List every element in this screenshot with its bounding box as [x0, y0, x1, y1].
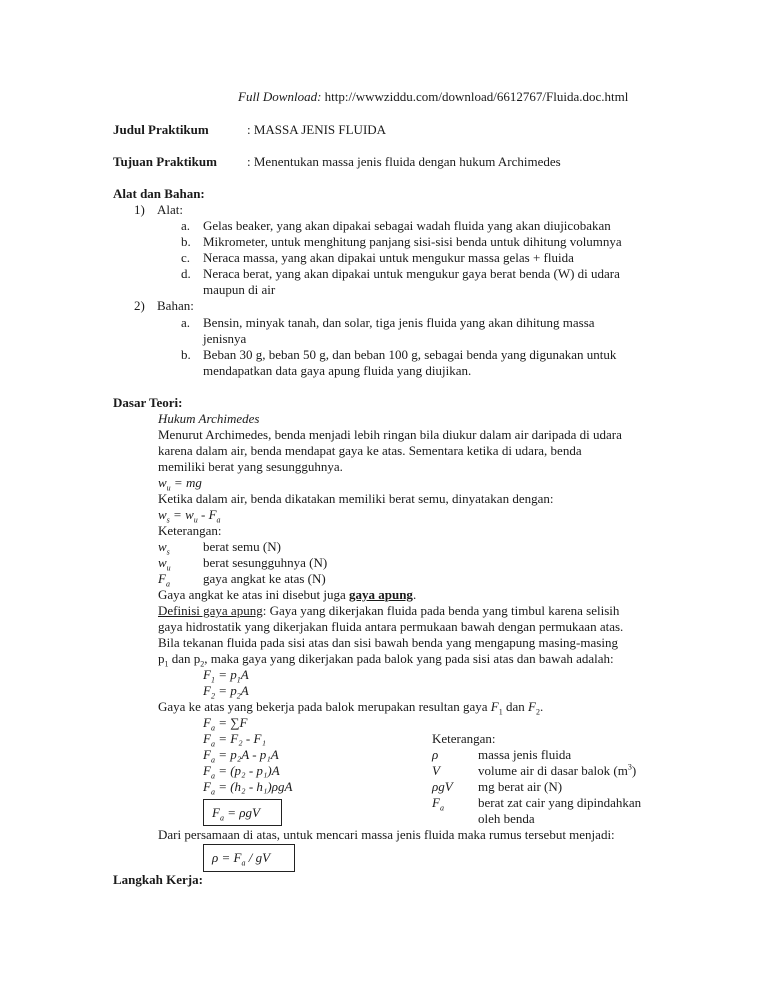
- alat-item-letter: b.: [181, 234, 191, 249]
- definisi-line: Definisi gaya apung: Gaya yang dikerjakan fluida pada benda yang timbul karena selisih: [158, 603, 620, 618]
- equation-fa: $F_a = F_2 - F_1$: [203, 731, 266, 749]
- boxed-equation-fa: $F_a = \rho gV$: [203, 799, 282, 826]
- ket2-desc: mg berat air (N): [478, 779, 563, 794]
- ket-desc: gaya angkat ke atas (N): [203, 571, 326, 586]
- judul-value: : MASSA JENIS FLUIDA: [247, 122, 387, 137]
- langkah-kerja-heading: Langkah Kerja:: [113, 872, 203, 887]
- ket2-symbol: V: [432, 763, 440, 778]
- bahan-item-letter: a.: [181, 315, 191, 330]
- bahan-item-text-cont: jenisnya: [203, 331, 247, 346]
- judul-label: Judul Praktikum: [113, 122, 209, 137]
- equation-f1: $F_1 = p_1A$: [203, 667, 249, 685]
- equation-fa: $F_a = \sum F$: [203, 715, 248, 733]
- alat-item-letter: a.: [181, 218, 191, 233]
- ket2-desc: massa jenis fluida: [478, 747, 572, 762]
- paragraph-line: Menurut Archimedes, benda menjadi lebih ringan bila diukur dalam air daripada di udara: [158, 427, 622, 442]
- bahan-label: Bahan:: [157, 298, 194, 313]
- alat-item-text-cont: maupun di air: [203, 282, 276, 297]
- ket2-symbol: ρ: [432, 747, 439, 762]
- gaya-apung-line: Gaya angkat ke atas ini disebut juga gaya apung.: [158, 587, 417, 602]
- ket-symbol: $w_s$: [158, 539, 170, 557]
- equation-ws: $w_s = w_u - F_a$: [158, 507, 221, 525]
- ket2-symbol: $F_a$: [432, 795, 444, 813]
- keterangan-label: Keterangan:: [158, 523, 222, 538]
- boxed-equation-rho: $\rho = F_a$ / gV: [203, 844, 295, 872]
- ket2-symbol: ρgV: [432, 779, 453, 794]
- ket2-desc: berat zat cair yang dipindahkan: [478, 795, 642, 810]
- alat-bahan-heading: Alat dan Bahan:: [113, 186, 205, 201]
- download-line: [238, 89, 628, 105]
- ket-symbol: $w_u$: [158, 555, 171, 573]
- tujuan-label: Tujuan Praktikum: [113, 154, 217, 169]
- paragraph-line: Bila tekanan fluida pada sisi atas dan sisi bawah benda yang mengapung masing-masing: [158, 635, 618, 650]
- equation-fa: $F_a = (h_2 - h_1)\rho gA$: [203, 779, 293, 797]
- pressure-line: $p_1$ dan $p_2$, maka gaya yang dikerjakan pada balok yang pada sisi atas dan bawah adalah:: [158, 651, 614, 669]
- paragraph-line: gaya hidrostatik yang dikerjakan fluida antara permukaan bawah dengan permukaan atas.: [158, 619, 624, 634]
- alat-item-text: Gelas beaker, yang akan dipakai sebagai wadah fluida yang akan diujicobakan: [203, 218, 611, 233]
- bahan-item-text: Beban 30 g, beban 50 g, dan beban 100 g, sebagai benda yang digunakan untuk: [203, 347, 617, 362]
- ket-desc: berat sesungguhnya (N): [203, 555, 328, 570]
- paragraph-line: Ketika dalam air, benda dikatakan memiliki berat semu, dinyatakan dengan:: [158, 491, 554, 506]
- resultan-line: Gaya ke atas yang bekerja pada balok merupakan resultan gaya $F_1$ dan $F_2$.: [158, 699, 544, 717]
- bahan-item-text-cont: mendapatkan data gaya apung fluida yang diujikan.: [203, 363, 472, 378]
- ket2-desc: volume air di dasar balok $(m^3)$: [478, 762, 637, 778]
- equation-fa: $F_a = p_2A - p_1A$: [203, 747, 279, 765]
- alat-item-letter: c.: [181, 250, 191, 265]
- ket-desc: berat semu (N): [203, 539, 281, 554]
- hukum-archimedes-subtitle: Hukum Archimedes: [158, 411, 260, 426]
- bahan-item-letter: b.: [181, 347, 191, 362]
- alat-item-text: Mikrometer, untuk menghitung panjang sisi-sisi benda untuk dihitung volumnya: [203, 234, 622, 249]
- bahan-item-text: Bensin, minyak tanah, dan solar, tiga jenis fluida yang akan dihitung massa: [203, 315, 595, 330]
- equation-fa: $F_a = (p_2 - p_1)A$: [203, 763, 280, 781]
- download-label: Full Download:: [238, 89, 322, 104]
- alat-number: 1): [134, 202, 145, 217]
- alat-item-text: Neraca berat, yang akan dipakai untuk mengukur gaya berat benda (W) di udara: [203, 266, 620, 281]
- paragraph-line: Dari persamaan di atas, untuk mencari massa jenis fluida maka rumus tersebut menjadi:: [158, 827, 615, 842]
- equation-f2: $F_2 = p_2A$: [203, 683, 249, 701]
- paragraph-line: memiliki berat yang sesungguhnya.: [158, 459, 343, 474]
- ket2-desc-cont: oleh benda: [478, 811, 535, 826]
- equation-wu: $w_u$ = mg: [158, 475, 202, 493]
- paragraph-line: karena dalam air, benda mendapat gaya ke atas. Sementara ketika di udara, benda: [158, 443, 582, 458]
- dasar-teori-heading: Dasar Teori:: [113, 395, 183, 410]
- tujuan-value: : Menentukan massa jenis fluida dengan hukum Archimedes: [247, 154, 561, 169]
- alat-label: Alat:: [157, 202, 183, 217]
- keterangan2-title: Keterangan:: [432, 731, 496, 746]
- download-url[interactable]: http://wwwziddu.com/download/6612767/Fluida.doc.html: [324, 89, 629, 104]
- alat-item-letter: d.: [181, 266, 191, 281]
- ket-symbol: $F_a$: [158, 571, 170, 589]
- alat-item-text: Neraca massa, yang akan dipakai untuk mengukur massa gelas + fluida: [203, 250, 574, 265]
- bahan-number: 2): [134, 298, 145, 313]
